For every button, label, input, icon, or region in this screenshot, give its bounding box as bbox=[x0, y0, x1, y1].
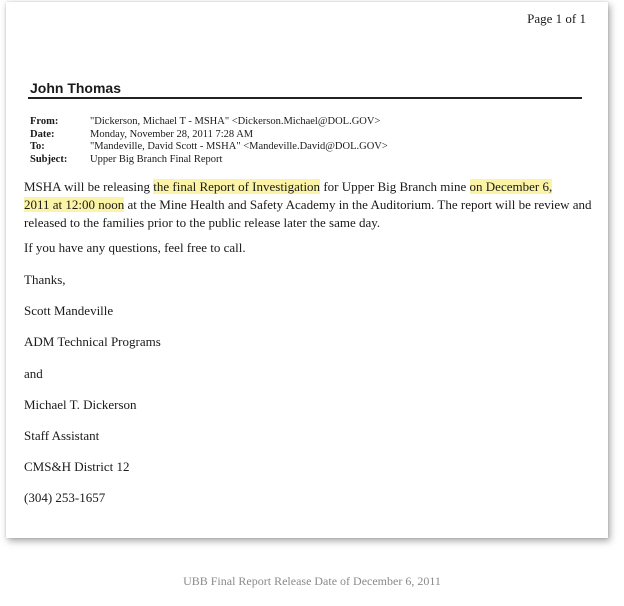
header-label: From: bbox=[30, 116, 59, 127]
image-caption: UBB Final Report Release Date of December 6, 2011 bbox=[183, 574, 441, 588]
closing-thanks: Thanks, bbox=[24, 272, 66, 287]
conjunction: and bbox=[24, 366, 43, 381]
header-row-subject bbox=[30, 154, 388, 167]
signer-title: ADM Technical Programs bbox=[24, 334, 161, 349]
highlighted-text: the final Report of Investigation bbox=[153, 179, 321, 194]
header-value: "Dickerson, Michael T - MSHA" <Dickerson.Michael@DOL.GOV> bbox=[90, 116, 381, 127]
signer-district: CMS&H District 12 bbox=[24, 459, 130, 474]
email-printout-page bbox=[6, 2, 608, 538]
header-value: "Mandeville, David Scott - MSHA" <Mandeville.David@DOL.GOV> bbox=[90, 141, 388, 152]
page-number: Page 1 of 1 bbox=[527, 11, 586, 26]
header-divider bbox=[28, 97, 582, 99]
header-label: Date: bbox=[30, 128, 55, 140]
body-text-segment: for Upper Big Branch mine bbox=[320, 179, 470, 194]
header-row-from bbox=[30, 116, 388, 129]
header-value: Monday, November 28, 2011 7:28 AM bbox=[90, 128, 254, 140]
signer-name: Scott Mandeville bbox=[24, 303, 114, 318]
email-headers bbox=[30, 116, 388, 166]
signer-title: Staff Assistant bbox=[24, 428, 100, 443]
highlighted-text: 2011 at 12:00 noon bbox=[24, 197, 125, 212]
body-text-segment: MSHA will be releasing bbox=[24, 179, 154, 194]
signer-name: Michael T. Dickerson bbox=[24, 397, 137, 412]
header-row-to bbox=[30, 141, 388, 154]
email-body-paragraph bbox=[24, 178, 594, 232]
sender-name: John Thomas bbox=[30, 80, 122, 96]
header-value: Upper Big Branch Final Report bbox=[90, 153, 223, 165]
phone-number: (304) 253-1657 bbox=[24, 490, 106, 505]
header-label: Subject: bbox=[30, 153, 68, 165]
body-text-segment: at the Mine Health and Safety Academy in the Auditorium. The report will be review and released to the families prior to the public release later the same day. bbox=[24, 197, 592, 230]
header-row-date bbox=[30, 129, 388, 142]
header-label: To: bbox=[30, 141, 45, 152]
highlighted-text: on December 6, bbox=[469, 179, 553, 194]
questions-line: If you have any questions, feel free to call. bbox=[24, 240, 246, 255]
